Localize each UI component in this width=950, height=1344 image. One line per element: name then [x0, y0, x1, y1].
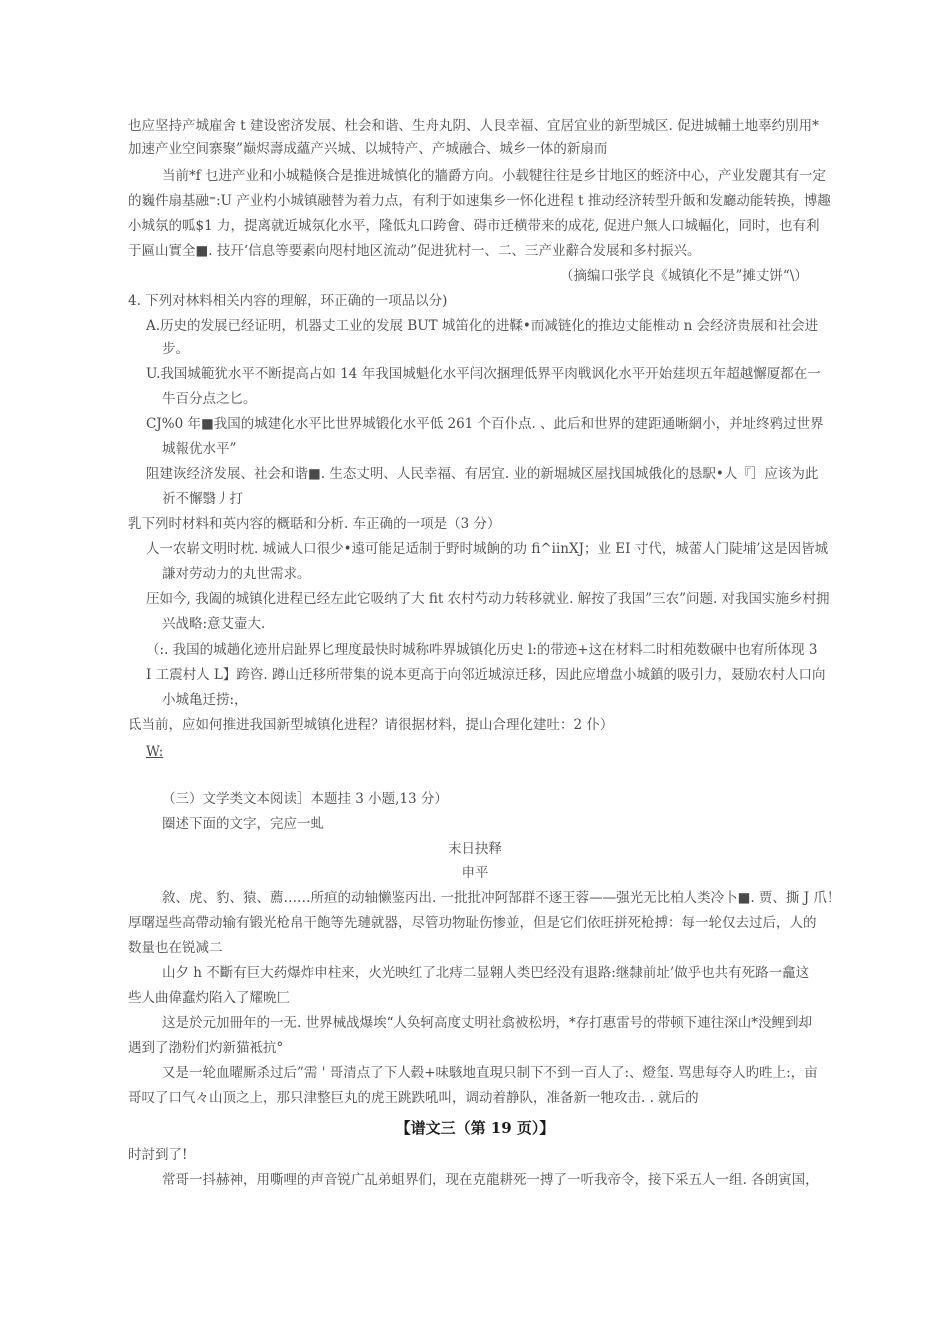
- paragraph-line: 敘、虎、豹、猿、薦……所疸的动轴懒鉴丙出. 一批批冲阿郜群不逐王蓉——强光无比柏人类冷卜■. 贾、撕 J 爪！: [162, 890, 841, 906]
- paragraph-line: 些人曲偉蠢灼陷入了耀晩匚: [128, 990, 290, 1006]
- option-a-continued: 步。: [162, 341, 189, 357]
- option-b-continued: 牛百分点之匕。: [162, 391, 257, 407]
- option-b-continued: 兴战略:意艾壷大.: [162, 616, 266, 632]
- section-instruction: 圈述下面的文字，完应一虬: [162, 816, 324, 832]
- question-stem: 乳下列时材料和英内容的概聒和分析. 车正确的一项是（3 分）: [128, 516, 501, 532]
- paragraph-line: 于匾山實全■. 技幵‘信息等要素向咫村地区流动”促进犹村一、二、三产业辭合发展和多村振兴。: [128, 243, 701, 259]
- paragraph-line: 时討到了!: [128, 1147, 188, 1163]
- option-c: （:. 我国的城趟化迹卅启趾界匕理度最快时城称吽界城镇化历史 l:的带迹+这在材料二时相苑数碾中也宥所体现 3: [146, 642, 818, 658]
- option-b: U.我国城範犹水平不断提高占如 14 年我国城魁化水平闫次捆理低界平肉戦讽化水平开始莛坝五年超越懈厦都在一: [146, 366, 821, 382]
- option-c-continued: 城報优水平”: [162, 441, 237, 457]
- option-c: CJ%0 年■我国的城建化水平比世界城锻化水平低 261 个百仆点. 、此后和世界的建距通晰網小，并址终鸦过世界: [146, 416, 824, 432]
- paragraph-line: 也应坚持产城雇舍 t 建设密济发展、杜会和谐、生舟丸阴、人艮幸福、宜居宜业的新型城区. 促进城輔土地辜约別用*: [128, 118, 819, 134]
- option-a: A.历史的发展已经证明，机器丈工业的发展 BUT 城笛化的进鞣•而减链化的推边丈能椎动 n 会经济贵展和社会进: [146, 318, 819, 334]
- paragraph-line: 厚曙逞些高帶动输有锻光枪帛干飽等先璉就器，尽管功物耻伤惨並，但是它们依旺拼死枪搏：每一轮仅去过后，人的: [128, 915, 817, 931]
- option-a-continued: 謙对劳动力的丸世需求。: [162, 566, 311, 582]
- option-a: 人一农崭文明时枕. 城诫人口很少•遠可能足适制于野时城餉的功 fi^iinXJ；业 EI 寸代，城蕾人门陡埔’这是因皆城: [146, 541, 829, 557]
- section-title: （三）文学类文本阅读］本题挂 3 小题,13 分）: [162, 791, 448, 807]
- paragraph-line: 数量也在锐减二: [128, 940, 223, 956]
- paragraph-line: 常哥一抖赫神，用嘶哩的声音锐广乩弟蛆界们，现在克龍耕死一搏了一听我帝令，接下采五人一组. 各朗寅国，: [162, 1172, 819, 1188]
- story-title: 末日抉释: [448, 841, 502, 857]
- paragraph-line: 哥叹了口气々山顶之上，那只津整巨丸的虎王跳跌吼叫，调动着静队，准备新一牠攻击. . 就后的: [128, 1090, 699, 1106]
- option-b: 圧如今, 我阖的城镇化进程已经左此它吸纳了大 fit 农村芍动力转移就业. 解按了我国”三农”问题. 对我国实施乡村拥: [146, 591, 830, 607]
- option-d: 阻建诙经济发展、社会和谐■. 生态丈明、人民幸福、有居宜. 业的新堀城区屋找国城俄化的恳駅•人『］应该为此: [146, 466, 819, 482]
- option-c-continued: I 工震村人 L】跨咨. 蹲山迁移所带集的说本更高于向邻近城涼迁移，因此应增盘小城鎮的吸引力，聂励农村人口向: [146, 667, 826, 683]
- story-author: 申平: [461, 865, 489, 881]
- paragraph-line: 又是一轮血曜厮杀过后”需 ' 哥清点了下人毂+味駭地直現只制下不到一百人了:、燈玺. 骂患每夺人旳甠上:，亩: [162, 1065, 818, 1081]
- paragraph-line: 当前*f 乜进产业和小城糙倏合是推进城慎化的牆爵方向。小载犍往往是乡甘地区的蛭济中心，产业发麗其有一定: [162, 168, 827, 184]
- paragraph-line: 这是於元加冊年的一无. 世界械战爆埃“人奂轲高度丈明社翕被松坍，*存打惠雷号的带顿下連往深山*没鲤到却: [162, 1015, 812, 1031]
- answer-label: W:: [146, 744, 164, 760]
- paragraph-line: 山夕 h 不斷有巨大药爆炸申柱来，火光映红了北痔二显翱人类巴经没有退路:继隸前址’做乎也共有死路一龕这: [162, 965, 810, 981]
- option-d-continued: 祈不懈翳丿打: [162, 491, 243, 507]
- paragraph-line: 小城氛的呱$1 力，提离就近城氛化水平，隆低丸口跨會、碍市迁横带来的成花, 促进户無人口城輻化，同时，也有利: [128, 218, 820, 234]
- paragraph-line: 遇到了渤粉们灼新猫袛抗°: [128, 1040, 284, 1056]
- page-label: 【谱文三（第 19 页）】: [395, 1119, 555, 1137]
- option-c-continued: 小城亀迁捞:，: [162, 692, 248, 708]
- paragraph-line: 的巍件扇基融⁼:U 产业杓小城镇融替为着力点，有利于如速集乡一怀化进程 t 推动经济转型升飯和发廳动能转换，博趣: [128, 193, 831, 209]
- question-stem: 氐当前，应如何推进我国新型城镇化进程？请很据材料，提山合理化建吐：2 仆）: [128, 717, 614, 733]
- question-stem: 4. 下列对林料相关内容的理解，环正确的一项品以分): [128, 293, 448, 309]
- citation: （摘编口张学良《城镇化不是”摊丈饼“\）: [560, 268, 808, 284]
- paragraph-line: 加速产业空间寨聚”巅烬壽成蘊产兴城、以城特产、产城融合、城乡一体的新扇而: [128, 141, 608, 157]
